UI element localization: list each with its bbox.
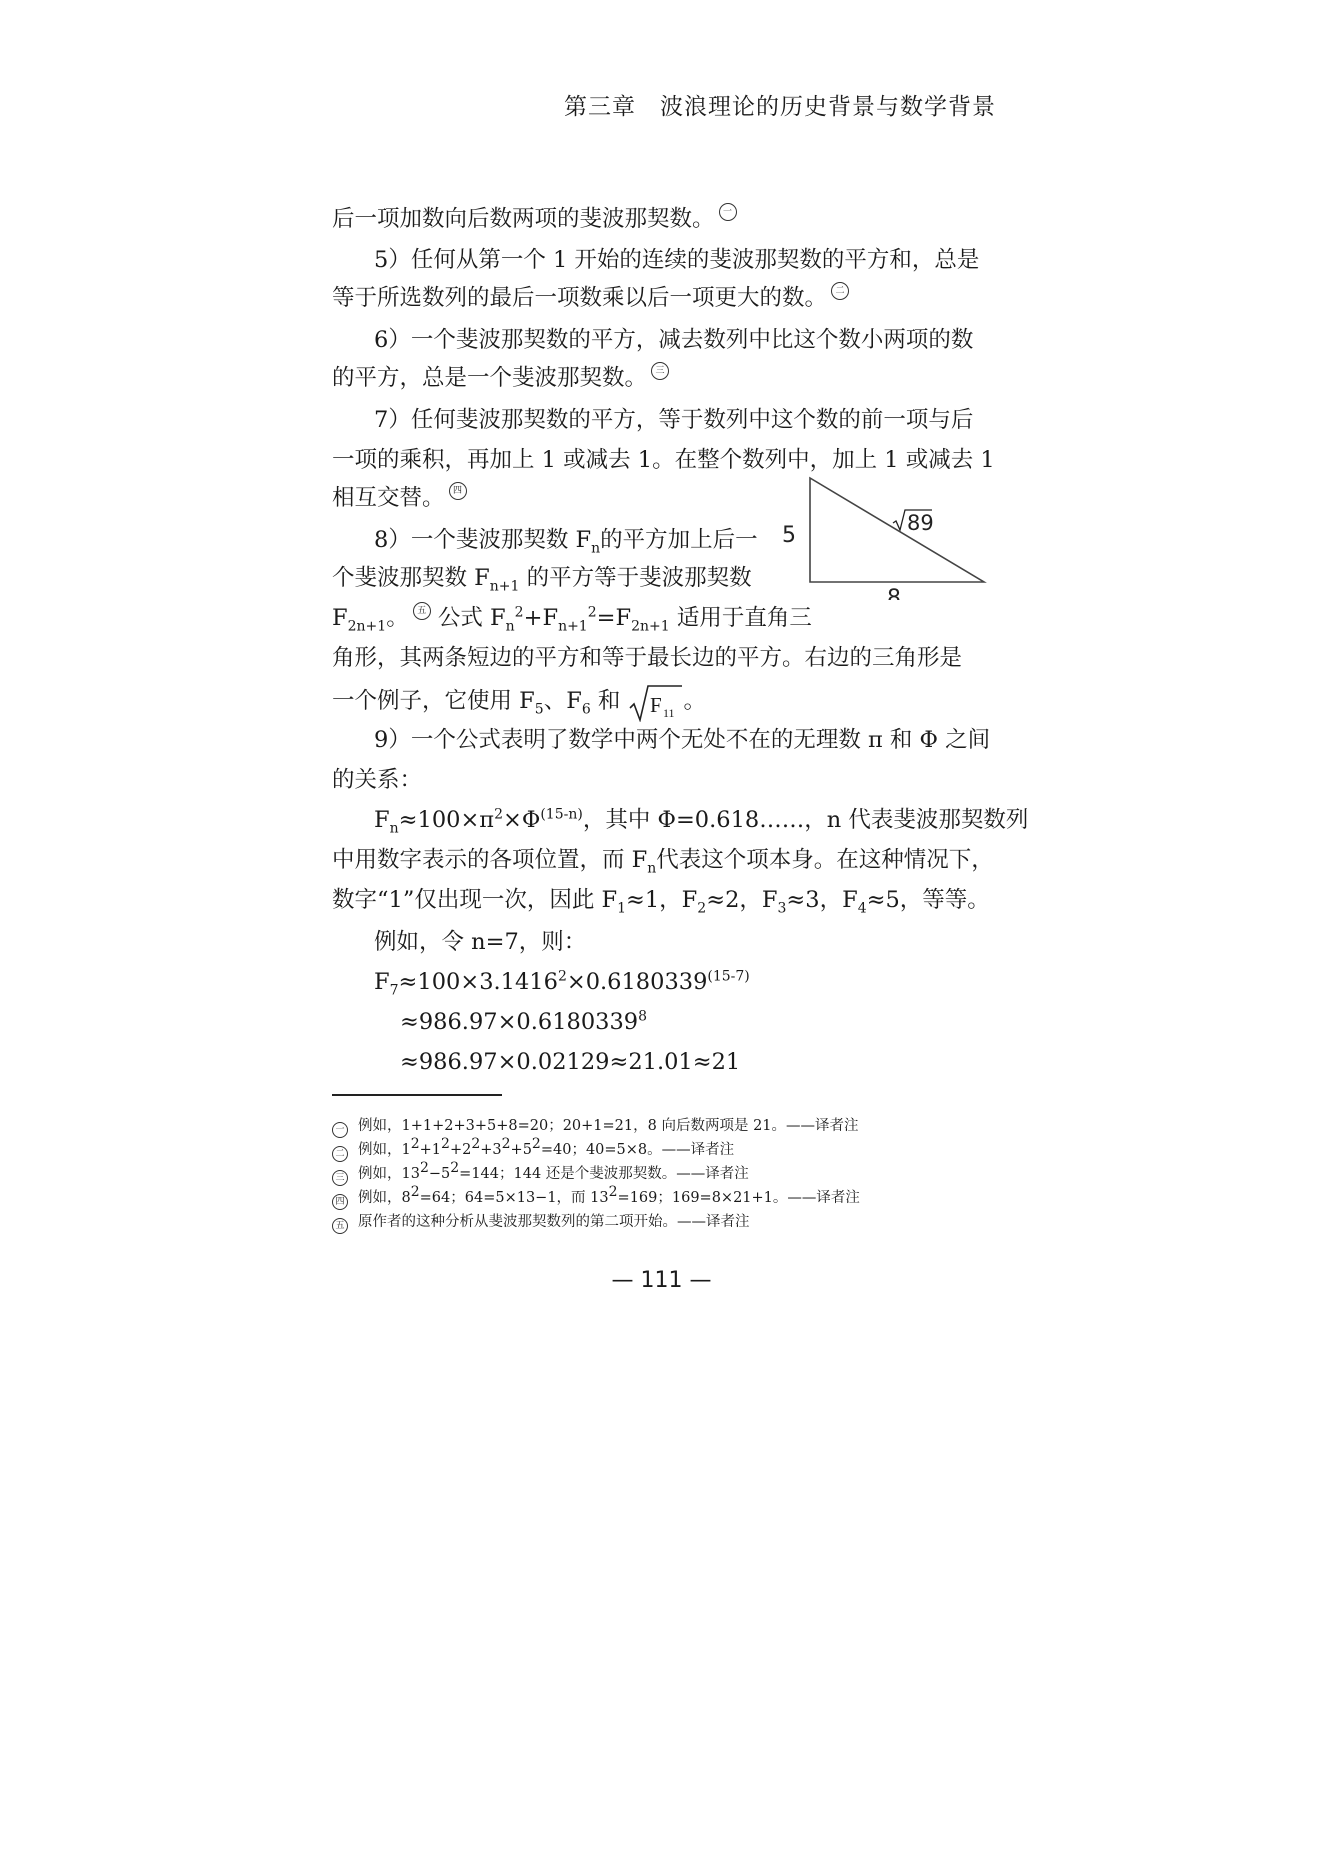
item-9-line-2: 的关系：: [332, 767, 423, 793]
body-line: 后一项加数向后数两项的斐波那契数。 一: [332, 204, 737, 234]
triangle-side-8: 8: [887, 586, 901, 600]
formula-line-3: 数字“1”仅出现一次，因此 $F_1\approx 1$，$F_2\approx 2$，$F_3\approx 3$，$F_4\approx 5$，等等。: [332, 887, 990, 917]
footnote-2: 二 例如，$1^2+1^2+2^2+3^2+5^2=40$；40=5×8。——译者注: [332, 1138, 734, 1162]
item-8-line-2: 个斐波那契数 $F_{n+1}$ 的平方等于斐波那契数: [332, 565, 752, 595]
footnote-marker-1: 一: [719, 203, 737, 221]
item-7-line-1: 7）任何斐波那契数的平方，等于数列中这个数的前一项与后: [374, 407, 974, 433]
example-calc-3: ≈986.97×0.02129≈21.01≈21: [400, 1049, 741, 1075]
svg-text:89: 89: [907, 511, 934, 535]
item-6-line-1: 6）一个斐波那契数的平方，减去数列中比这个数小两项的数: [374, 327, 974, 353]
formula-line-1: $F_n\approx 100\times\pi^2\times\Phi^{(15-n)}$，其中 Φ=0.618……，n 代表斐波那契数列: [374, 806, 1029, 837]
footnote-marker-4: 四: [449, 482, 467, 500]
example-calc-2: $\approx 986.97\times 0.6180339^8$: [400, 1008, 648, 1035]
triangle-side-5: 5: [782, 523, 796, 548]
svg-text:F: F: [649, 693, 662, 717]
item-5-line-2: 等于所选数列的最后一项数乘以后一项更大的数。 二: [332, 283, 849, 313]
footnote-marker-2: 二: [831, 282, 849, 300]
footnote-5: 五 原作者的这种分析从斐波那契数列的第二项开始。——译者注: [332, 1210, 750, 1234]
footnote-rule: [332, 1094, 502, 1096]
item-7-line-2: 一项的乘积，再加上 1 或减去 1。在整个数列中，加上 1 或减去 1: [332, 447, 995, 473]
svg-text:11: 11: [662, 706, 675, 720]
right-triangle-diagram: [780, 460, 995, 604]
item-8-line-4: 角形，其两条短边的平方和等于最长边的平方。右边的三角形是: [332, 645, 963, 671]
item-5-line-1: 5）任何从第一个 1 开始的连续的斐波那契数的平方和，总是: [374, 247, 980, 273]
item-9-line-1: 9）一个公式表明了数学中两个无处不在的无理数 π 和 Φ 之间: [374, 727, 991, 753]
footnote-marker-3: 三: [651, 362, 669, 380]
footnote-marker-5: 五: [413, 602, 431, 620]
item-8-line-5: 一个例子，它使用 $F_5$、$F_6$ 和 F 11 。: [332, 682, 706, 722]
page-number: — 111 —: [611, 1268, 712, 1293]
example-calc-1: $F_7\approx 100\times 3.1416^2\times 0.6180339^{(15-7)}$: [374, 968, 750, 999]
sqrt-f11: [628, 682, 684, 722]
footnote-1: 一 例如，1+1+2+3+5+8=20；20+1=21，8 向后数两项是 21。——译者注: [332, 1114, 859, 1138]
footnote-3: 三 例如，$13^2-5^2=144$；144 还是个斐波那契数。——译者注: [332, 1162, 749, 1186]
item-7-line-3: 相互交替。 四: [332, 483, 467, 513]
formula-line-2: 中用数字表示的各项位置，而 $F_n$代表这个项本身。在这种情况下，: [332, 847, 994, 877]
running-header: 第三章 波浪理论的历史背景与数学背景: [564, 94, 996, 120]
footnote-4: 四 例如，$8^2=64$；64=5×13−1，而 $13^2=169$；169=8×21+1。——译者注: [332, 1186, 860, 1210]
item-6-line-2: 的平方，总是一个斐波那契数。 三: [332, 363, 669, 393]
example-intro: 例如，令 n=7，则：: [374, 929, 587, 955]
item-8-line-1: 8）一个斐波那契数 $F_n$的平方加上后一: [374, 527, 758, 557]
item-8-line-3: $F_{2n+1}$。 五 公式 $F_n^2+F_{n+1}^2=F_{2n+1}$ 适用于直角三: [332, 603, 812, 633]
